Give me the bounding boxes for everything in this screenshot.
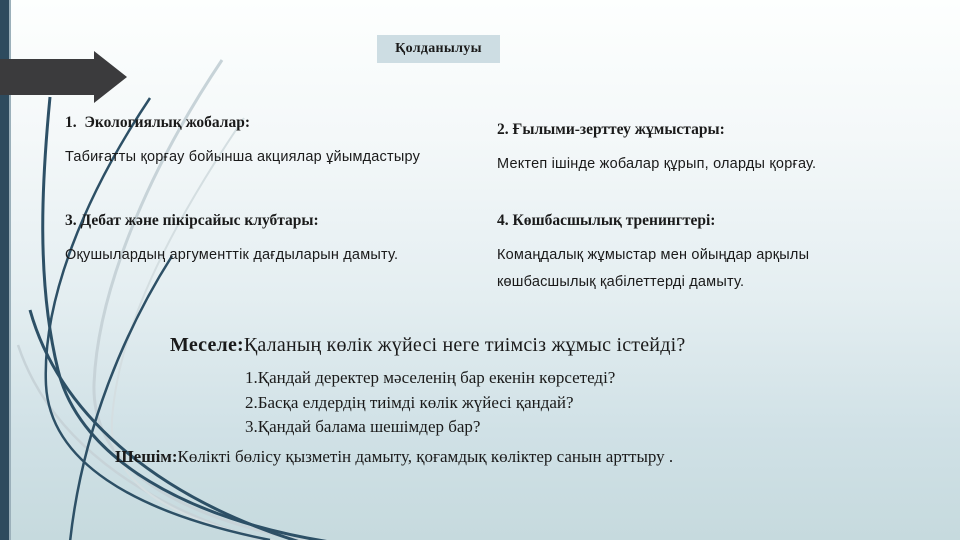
item-4-body: Комаңдалық жұмыстар мен ойыңдар арқылы көшбасшылық қабілеттерді дамыту. — [497, 247, 810, 290]
solution-statement — [115, 447, 673, 467]
question-list — [245, 366, 615, 440]
item-1-heading: 1. Экологиялық жобалар: — [65, 114, 251, 131]
item-3-heading: 3. Дебат және пікірсайыс клубтары: — [65, 212, 319, 229]
item-4-heading: 4. Көшбасшылық тренингтері: — [497, 212, 716, 229]
slide-title: Қолданылуы — [377, 35, 500, 63]
problem-label: Меселе: — [170, 334, 244, 356]
item-1-body: Табиғатты қорғау бойынша акциялар ұйымдастыру — [65, 149, 421, 165]
arrow-shape — [0, 0, 130, 110]
question-item-2: 2.Басқа елдердің тиімді көлік жүйесі қандай? — [245, 392, 574, 412]
problem-text: Қаланың көлік жүйесі неге тиімсіз жұмыс істейді? — [243, 334, 686, 356]
item-3-body: Оқушылардың аргументтік дағдыларын дамыту. — [65, 247, 399, 263]
problem-statement — [170, 334, 685, 357]
solution-label: Шешім: — [115, 447, 178, 466]
item-2-heading: 2. Ғылыми-зерттеу жұмыстары: — [497, 121, 725, 138]
item-2-body: Мектеп ішінде жобалар құрып, оларды қорғау. — [497, 156, 817, 172]
solution-text: Көлікті бөлісу қызметін дамыту, қоғамдық көліктер санын арттыру . — [177, 447, 674, 466]
question-item-1: 1.Қандай деректер мәселенің бар екенін көрсетеді? — [245, 368, 616, 387]
question-item-3: 3.Қандай балама шешімдер бар? — [245, 417, 481, 436]
